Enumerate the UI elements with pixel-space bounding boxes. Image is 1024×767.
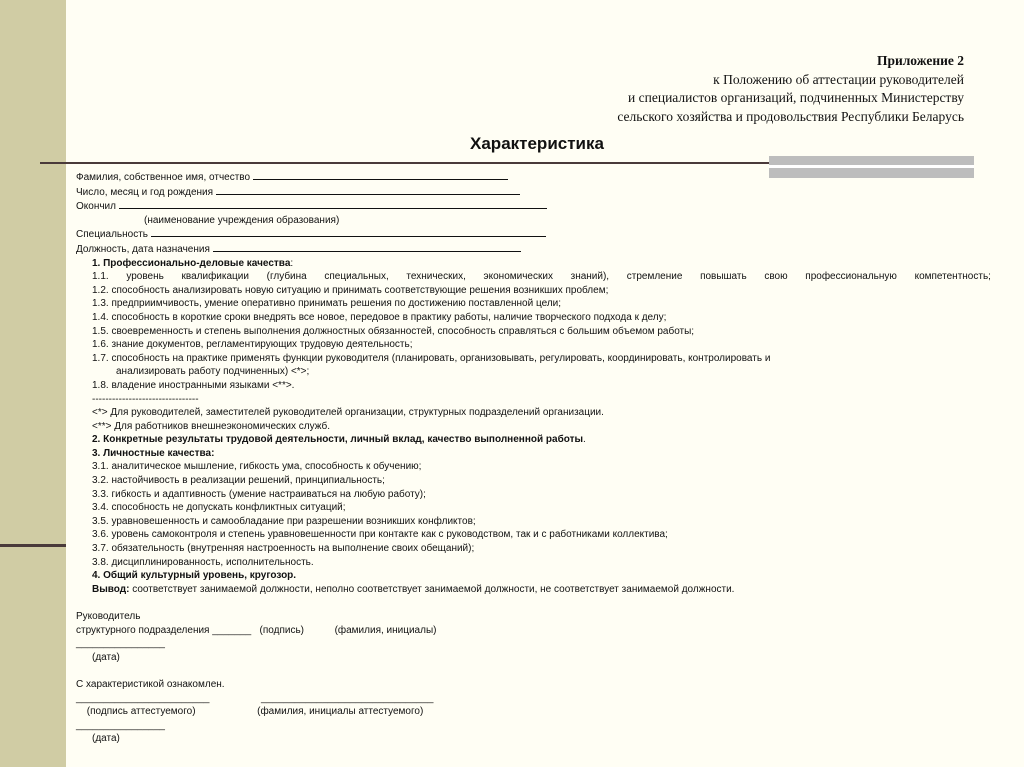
- supervisor-date-blank: ________________: [76, 638, 165, 650]
- attestee-sign-blank: ________________________: [76, 692, 210, 704]
- attestee-blanks-row: [76, 692, 991, 706]
- section-3-heading: 3. Личностные качества:: [92, 447, 215, 459]
- item-1-1-word: экономических: [483, 271, 553, 283]
- conclusion-label: Вывод:: [92, 583, 130, 595]
- field-position-row: [76, 242, 991, 257]
- field-specialty-label: Специальность: [76, 229, 148, 241]
- footnote-divider: --------------------------------: [92, 393, 199, 405]
- decorative-gray-stripe: [769, 165, 974, 168]
- item-3-4: 3.4. способность не допускать конфликтных ситуаций;: [92, 502, 346, 514]
- item-3-5: 3.5. уравновешенность и самообладание при разрешении возникших конфликтов;: [92, 515, 476, 527]
- left-sidebar-band: [0, 0, 66, 767]
- supervisor-line-1: Руководитель: [76, 611, 141, 622]
- supervisor-line-2: структурного подразделения: [76, 624, 210, 636]
- appendix-line-1: к Положению об аттестации руководителей: [713, 71, 964, 87]
- item-1-1: [76, 270, 991, 284]
- field-graduated-label: Окончил: [76, 201, 116, 213]
- item-1-7-a: 1.7. способность на практике применять функции руководителя (планировать, организовывать, регулировать, координировать, контролировать и: [92, 352, 771, 364]
- section-4-heading: 4. Общий культурный уровень, кругозор.: [92, 570, 297, 582]
- institution-note: (наименование учреждения образования): [144, 214, 340, 226]
- section-1-heading-row: [76, 257, 991, 271]
- field-birth-label: Число, месяц и год рождения: [76, 186, 214, 198]
- attestee-date-label: (дата): [92, 733, 120, 745]
- field-birth-row: [76, 185, 991, 200]
- attestee-name-blank: _______________________________: [261, 692, 434, 704]
- item-1-1-word: стремление: [626, 271, 683, 283]
- attestee-name-label: (фамилия, инициалы аттестуемого): [257, 706, 424, 718]
- appendix-line-2: и специалистов организаций, подчиненных Министерству: [628, 90, 964, 105]
- appendix-line-3: сельского хозяйства и продовольствия Республики Беларусь: [617, 108, 964, 124]
- item-3-7: 3.7. обязательность (внутренняя настроенность на выполнение своих обещаний);: [92, 543, 475, 555]
- item-1-7-b: анализировать работу подчиненных) <*>;: [116, 366, 310, 378]
- field-birth-blank: [216, 185, 520, 195]
- section-2-suffix: .: [583, 434, 586, 446]
- field-name-row: [76, 170, 991, 185]
- field-graduated-blank: [119, 199, 547, 209]
- item-1-1-word: профессиональную: [805, 271, 897, 283]
- item-1-2: 1.2. способность анализировать новую ситуацию и принимать соответствующие решения возникших проблем;: [92, 284, 609, 296]
- item-1-1-word: уровень: [126, 271, 164, 283]
- item-1-4: 1.4. способность в короткие сроки внедрять все новое, передовое в практику работы, наличие творческого подхода к делу;: [92, 311, 667, 323]
- item-1-1-word: повышать: [700, 271, 747, 283]
- section-1-heading-suffix: :: [290, 257, 294, 269]
- item-3-3: 3.3. гибкость и адаптивность (умение настраиваться на любую работу);: [92, 488, 426, 500]
- supervisor-sign-blank: _______: [212, 624, 252, 636]
- section-2-row: [76, 433, 991, 447]
- item-1-3: 1.3. предприимчивость, умение оперативно принимать решения по достижению поставленной цели;: [92, 298, 562, 310]
- footnote-2: <**> Для работников внешнеэкономических служб.: [92, 420, 331, 432]
- conclusion-row: [76, 583, 991, 597]
- item-1-1-word: (глубина: [266, 271, 307, 283]
- item-1-1-word: знаний),: [570, 271, 610, 283]
- supervisor-line-2-row: [76, 624, 991, 638]
- item-1-1-word: 1.1.: [92, 271, 109, 283]
- title-divider: [40, 162, 770, 164]
- field-name-label: Фамилия, собственное имя, отчество: [76, 172, 251, 183]
- document-body: [76, 170, 991, 746]
- item-3-8: 3.8. дисциплинированность, исполнительность.: [92, 556, 314, 568]
- attestee-sign-label: (подпись аттестуемого): [86, 706, 196, 718]
- field-name-blank: [253, 170, 508, 180]
- field-position-blank: [213, 242, 521, 252]
- document-title: Характеристика: [470, 134, 604, 153]
- attestee-labels-row: [76, 705, 991, 719]
- section-2-heading: 2. Конкретные результаты трудовой деятельности, личный вклад, качество выполненной работы: [92, 434, 584, 446]
- supervisor-name-label: (фамилия, инициалы): [334, 624, 437, 636]
- appendix-number: Приложение 2: [876, 53, 964, 68]
- item-3-6: 3.6. уровень самоконтроля и степень уравновешенности при контакте как с руководством, так и с работниками коллектива;: [92, 529, 668, 541]
- supervisor-date-label: (дата): [92, 651, 120, 663]
- item-1-1-word: квалификации: [181, 271, 249, 283]
- item-1-1-word: свою: [764, 271, 788, 283]
- supervisor-sign-label: (подпись): [259, 624, 304, 636]
- appendix-header: [617, 52, 964, 126]
- item-1-1-word: специальных,: [324, 271, 389, 283]
- item-3-1: 3.1. аналитическое мышление, гибкость ума, способность к обучению;: [92, 461, 422, 473]
- left-divider: [0, 544, 66, 547]
- footnote-1: <*> Для руководителей, заместителей руководителей организации, структурных подразделений организации.: [92, 407, 604, 419]
- item-1-1-word: компетентность;: [914, 271, 991, 283]
- item-1-8: 1.8. владение иностранными языками <**>.: [92, 379, 295, 391]
- field-specialty-row: [76, 227, 991, 242]
- conclusion-text: соответствует занимаемой должности, неполно соответствует занимаемой должности, не соответствует занимаемой должности.: [132, 583, 735, 595]
- item-1-6: 1.6. знание документов, регламентирующих трудовую деятельность;: [92, 339, 413, 351]
- field-specialty-blank: [151, 227, 546, 237]
- field-position-label: Должность, дата назначения: [76, 243, 210, 255]
- acquainted-text: С характеристикой ознакомлен.: [76, 678, 225, 690]
- item-1-1-word: технических,: [406, 271, 466, 283]
- item-1-5: 1.5. своевременность и степень выполнения должностных обязанностей, способность справляться с большим объемом работы;: [92, 325, 695, 337]
- section-1-heading: 1. Профессионально-деловые качества: [92, 257, 291, 269]
- field-graduated-row: [76, 199, 991, 214]
- item-3-2: 3.2. настойчивость в реализации решений, принципиальность;: [92, 475, 385, 487]
- attestee-date-blank: ________________: [76, 719, 165, 731]
